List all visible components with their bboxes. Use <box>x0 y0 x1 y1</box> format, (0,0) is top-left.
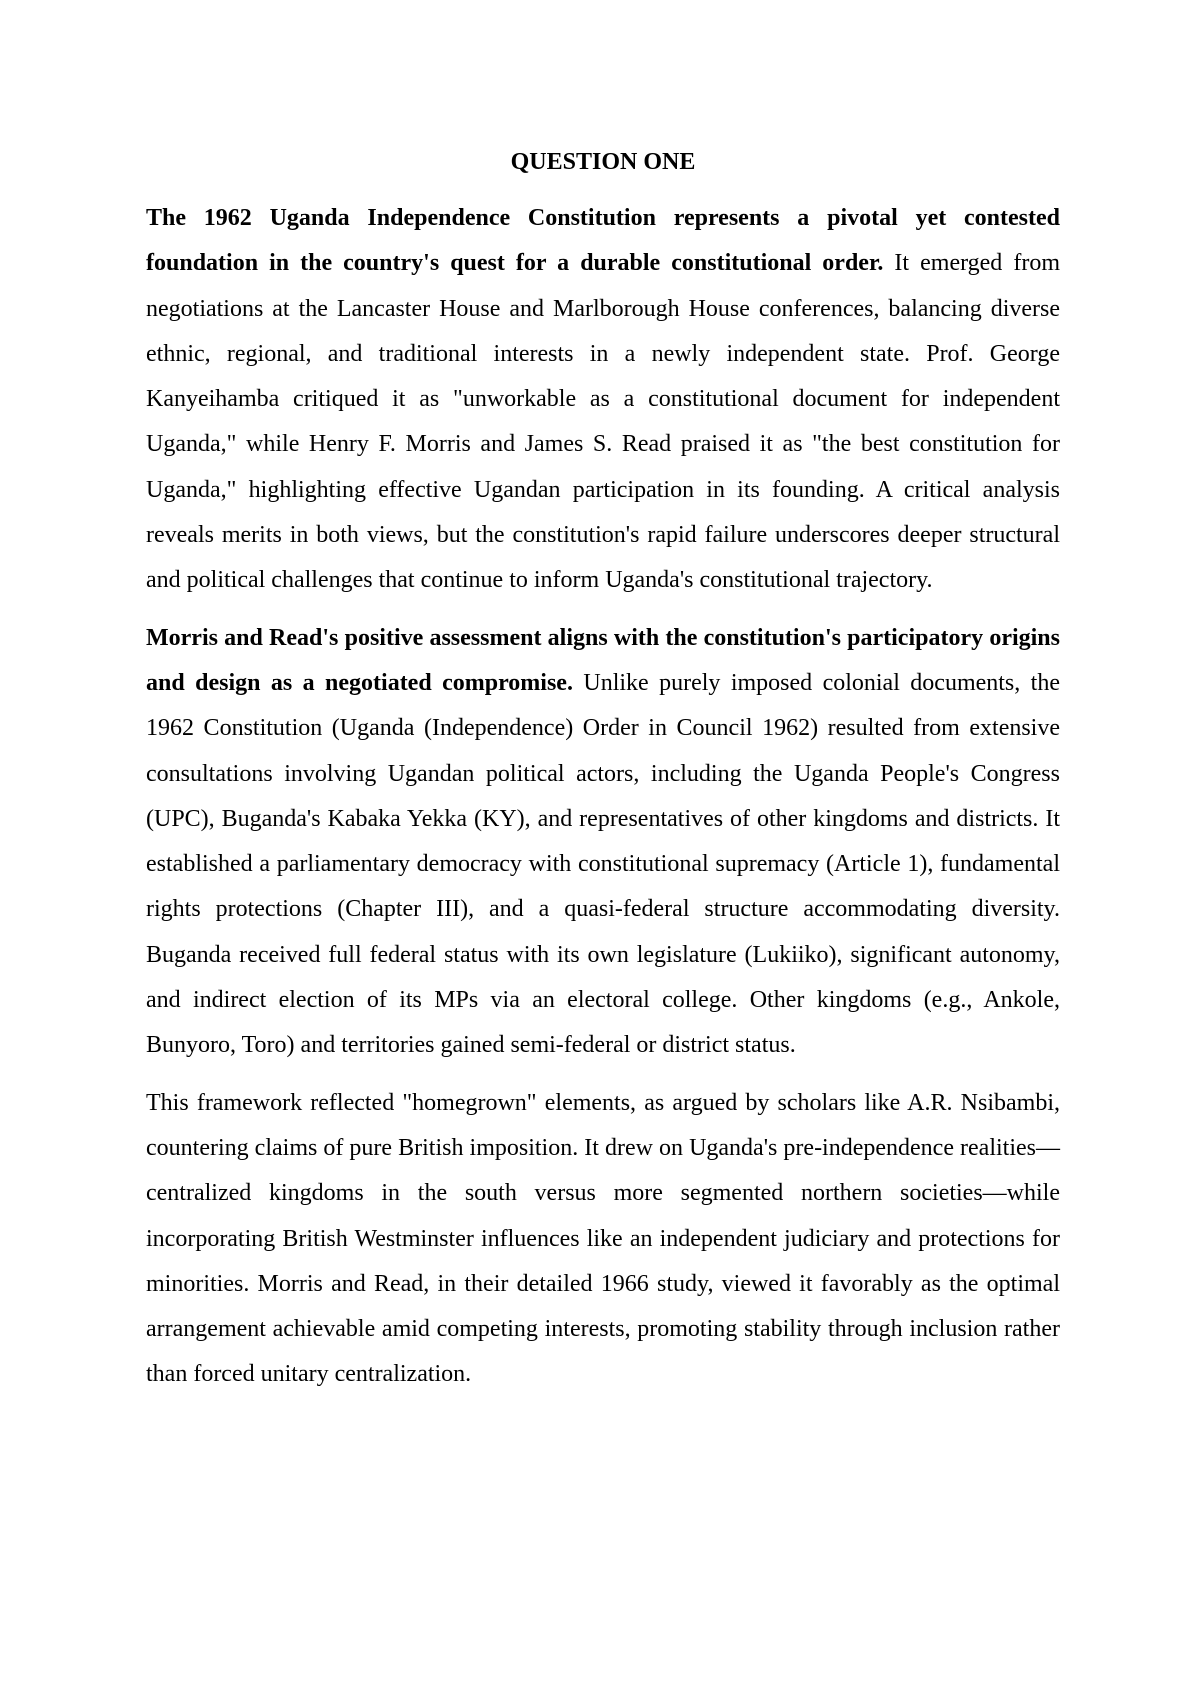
paragraph-1 <box>146 196 1060 604</box>
paragraph-3-body: This framework reflected "homegrown" elements, as argued by scholars like A.R. Nsibambi, countering claims of pure British imposition. It drew on Uganda's pre-independence realities—centralized kingdoms in the south versus more segmented northern societies—while incorporating British Westminster influences like an independent judiciary and protections for minorities. Morris and Read, in their detailed 1966 study, viewed it favorably as the optimal arrangement achievable amid competing interests, promoting stability through inclusion rather than forced unitary centralization. <box>146 1089 1060 1388</box>
document-heading: QUESTION ONE <box>510 149 696 175</box>
paragraph-1-lead: The 1962 Uganda Independence Constitution represents a pivotal yet contested foundation in the country's quest for a durable constitutional order. <box>146 205 1060 277</box>
paragraph-2-lead: Morris and Read's positive assessment aligns with the constitution's participatory origins and design as a negotiated compromise. <box>146 624 1060 696</box>
paragraph-2 <box>146 616 1060 1069</box>
paragraph-3 <box>146 1081 1060 1398</box>
paragraph-2-body: Unlike purely imposed colonial documents, the 1962 Constitution (Uganda (Independence) Order in Council 1962) resulted from extensive consultations involving Ugandan political actors, including the Uganda People's Congress (UPC), Buganda's Kabaka Yekka (KY), and representatives of other kingdoms and districts. It established a parliamentary democracy with constitutional supremacy (Article 1), fundamental rights protections (Chapter III), and a quasi-federal structure accommodating diversity. Buganda received full federal status with its own legislature (Lukiiko), significant autonomy, and indirect election of its MPs via an electoral college. Other kingdoms (e.g., Ankole, Bunyoro, Toro) and territories gained semi-federal or district status. <box>146 669 1061 1059</box>
document-page <box>146 140 1060 1410</box>
paragraph-1-body: It emerged from negotiations at the Lancaster House and Marlborough House conferences, balancing diverse ethnic, regional, and traditional interests in a newly independent state. Prof. George Kanyeihamba critiqued it as "unworkable as a constitutional document for independent Uganda," while Henry F. Morris and James S. Read praised it as "the best constitution for Uganda," highlighting effective Ugandan participation in its founding. A critical analysis reveals merits in both views, but the constitution's rapid failure underscores deeper structural and political challenges that continue to inform Uganda's constitutional trajectory. <box>146 250 1060 594</box>
